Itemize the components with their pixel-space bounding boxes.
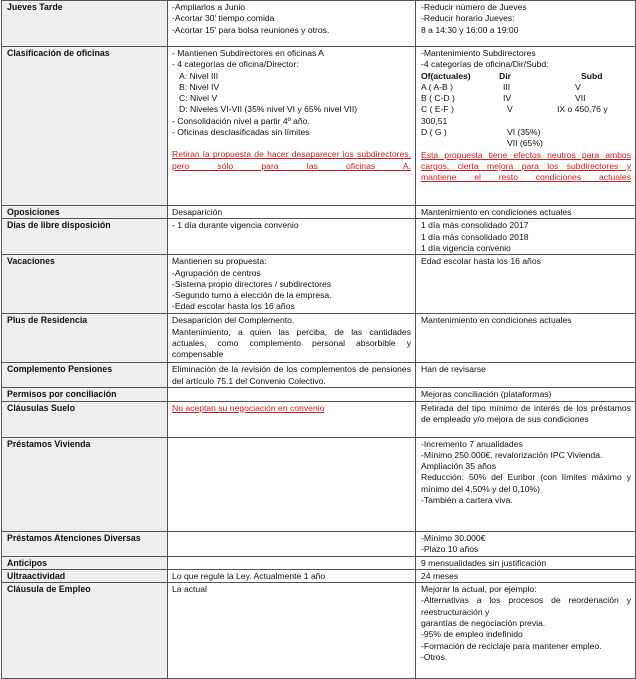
union-proposal [416,1,636,47]
text-line: Mantienen su propuesta: [172,256,267,267]
text-line: 9 mensualidades sin justificación [421,557,547,568]
table-row [2,531,636,556]
text-line: - Mantienen Subdirectores en oficinas A [172,48,324,58]
text-line: Mantenimiento en condiciones actuales [421,315,572,326]
grid-cell: VII [575,93,586,104]
table-row [2,314,636,363]
text-line: -Acortar 15' para bolsa reuniones y otros. [172,24,330,35]
grid-cell: C ( E-F ) [421,104,454,115]
text-line: 24 meses [421,570,459,581]
highlighted-note: Retiran la propuesta de hacer desaparecer los subdirectores, pero sólo para las oficinas A. [172,149,411,171]
text-line: -Reducir número de Jueves [421,2,527,12]
grid-cell: V [575,81,581,92]
text-line: Desaparición del Complemento. [172,315,295,326]
text-line: -Reducir horario Jueves: [421,13,515,24]
union-proposal [416,388,636,401]
text-line: Retirada del tipo mínimo de interés de los préstamos de empleado y/o mejora de sus condiciones [421,402,631,424]
text-line: -Incremento 7 anualidades [421,438,523,449]
text-line: D: Niveles VI-VII (35% nivel VI y 65% nivel VII) [179,104,358,115]
grid-cell: 300,51 [421,115,448,126]
company-proposal [168,569,416,582]
company-proposal [168,583,416,679]
text-line: - Oficinas desclasificadas sin límites [172,127,310,138]
company-proposal [168,437,416,531]
table-row [2,437,636,531]
text-line: Mantenimiento en condiciones actuales [421,207,572,217]
text-line: Eliminación de la revisión de los complementos de pensiones del artículo 75.1 del Convenio Colectivo. [172,364,411,386]
text-line: Edad escolar hasta los 16 años [421,256,541,267]
union-proposal [416,363,636,388]
row-label: Clasificación de oficinas [2,47,168,206]
text-line: - 1 día durante vigencia convenio [172,220,299,231]
row-label: Jueves Tarde [2,1,168,47]
text-line: Reducción: 50% del Euribor (con límites máximo y mínimo del 4,50% y del 0,10%) [421,472,631,494]
union-proposal [416,531,636,556]
row-label: Cláusula de Empleo [2,583,168,679]
company-proposal [168,401,416,437]
text-line: Ampliación 35 años [421,461,497,472]
table-row [2,206,636,219]
text-line: - Consolidación nivel a partir 4º año. [172,115,310,126]
union-proposal [416,314,636,363]
row-label: Días de libre disposición [2,219,168,255]
union-proposal [416,401,636,437]
grid-cell: D ( G ) [421,127,447,138]
text-line: 1 día vigencia convenio [421,242,511,253]
text-line: - 4 categorías de oficina/Director: [172,59,299,70]
text-line: Mantenimiento, a quien las perciba, de las cantidades actuales, como complemento personal absorbible y compensable [172,326,411,360]
text-line: -Mínimo 30.000€ [421,532,486,543]
grid-cell: IV [503,93,512,104]
text-line: A: Nivel III [179,70,219,81]
row-label: Complemento Pensiones [2,363,168,388]
text-line: 8 a 14:30 y 16:00 a 19:00 [421,24,519,35]
text-line: -Acortar 30' tiempo comida [172,13,275,24]
company-proposal [168,219,416,255]
union-proposal [416,47,636,206]
grid-cell: V [507,104,513,115]
text-line: Mejorar la actual, por ejemplo: [421,584,537,595]
text-line: -Mínimo 250.000€, revalorización IPC Vivienda. [421,449,603,460]
text-line: -Edad escolar hasta los 16 años [172,301,295,312]
text-line: -Otros. [421,651,448,662]
row-label: Ultraactividad [2,569,168,582]
office-category-grid [421,71,631,150]
text-line: C: Nivel V [179,93,218,104]
text-line: -4 categorías de oficina/Dir/Subd: [421,59,549,70]
row-label: Plus de Residencia [2,314,168,363]
grid-header: Dir [499,70,511,81]
text-line: -Sistema propio directores / subdirectores [172,278,332,289]
union-proposal [416,437,636,531]
row-label: Vacaciones [2,255,168,314]
text-line: -También a cartera viva. [421,495,513,506]
negotiation-table [1,0,636,679]
grid-header: Subd [581,70,603,81]
table-row [2,47,636,206]
row-label: Permisos por conciliación [2,388,168,401]
text-line: -Mantenimiento Subdirectores [421,48,536,58]
text-line: garantías de negociación previa. [421,618,546,629]
company-proposal [168,1,416,47]
company-proposal [168,363,416,388]
text-line: Desaparición [172,207,223,217]
grid-cell: VI (35%) [507,127,541,138]
union-proposal [416,255,636,314]
table-row [2,569,636,582]
table-row [2,363,636,388]
company-proposal [168,314,416,363]
row-label: Oposiciones [2,206,168,219]
text-line: La actual [172,584,207,595]
text-line: -Alternativas a los procesos de reordenación y reestructuración y [421,595,631,617]
text-line: -Segundo turno a elección de la empresa. [172,290,332,301]
row-label-text: Préstamos Atenciones Diversas [7,532,141,543]
table-row [2,556,636,569]
row-label: Préstamos Vivienda [2,437,168,531]
text-line: Han de revisarse [421,364,486,375]
grid-cell: IX o 450,76 y [557,104,608,115]
row-label: Cláusulas Suelo [2,401,168,437]
text-line: 1 día más consolidado 2017 [421,220,529,231]
text-line: 1 día más consolidado 2018 [421,231,529,242]
text-line: Mejoras conciliación (plataformas) [421,389,552,400]
union-proposal [416,569,636,582]
company-proposal [168,47,416,206]
company-proposal [168,531,416,556]
table-row [2,388,636,401]
highlighted-note: No aceptan su negociación en convenio [172,402,325,413]
union-proposal [416,556,636,569]
table-row [2,1,636,47]
grid-cell: B ( C-D ) [421,93,455,104]
union-proposal [416,206,636,219]
company-proposal [168,388,416,401]
text-line: -Plazo 10 años [421,543,479,554]
text-line: Lo que regule la Ley. Actualmente 1 año [172,570,326,581]
text-line: -Agrupación de centros [172,267,261,278]
union-proposal [416,219,636,255]
grid-cell: III [503,81,511,92]
company-proposal [168,556,416,569]
company-proposal [168,255,416,314]
table-row [2,583,636,679]
grid-header: Of(actuales) [421,70,471,81]
table-row [2,219,636,255]
company-proposal [168,206,416,219]
row-label: Anticipos [2,556,168,569]
text-line: -Formación de reciclaje para mantener empleo. [421,640,602,651]
text-line: -Ampliarlos a Junio [172,2,246,12]
text-line: B: Nivel IV [179,81,220,92]
table-row [2,255,636,314]
text-line: -95% de empleo indefinido [421,629,523,640]
grid-cell: A ( A-B ) [421,81,453,92]
highlighted-note: Esta propuesta tiene efectos neutros para ambos cargos, cierta mejora para los subdirectores y mantiene el resto condiciones actuales [421,149,631,183]
union-proposal [416,583,636,679]
grid-cell: VII (65%) [507,138,543,149]
row-label [2,531,168,556]
table-row [2,401,636,437]
